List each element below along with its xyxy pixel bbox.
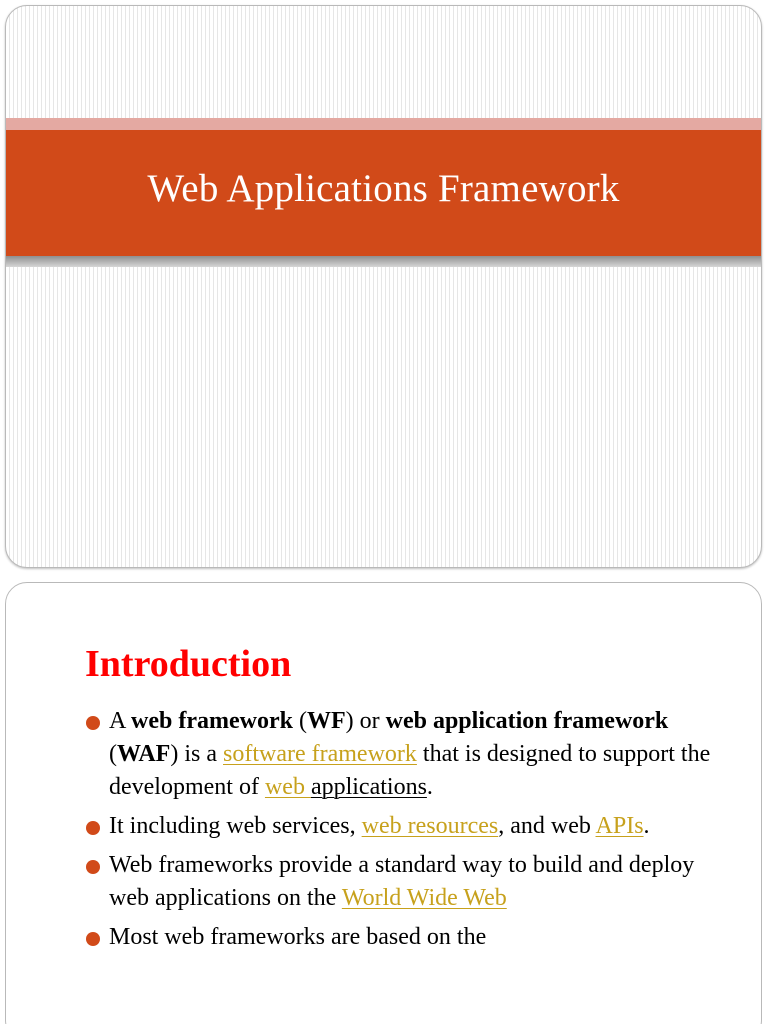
waf-abbreviation: WAF <box>117 741 171 767</box>
applications-link[interactable]: applications <box>310 774 427 800</box>
bullet-text: It including web services, <box>109 813 362 839</box>
bullet-text: , and web <box>498 813 596 839</box>
slide-title: Web Applications Framework <box>147 166 620 210</box>
bullet-list <box>85 705 725 960</box>
bullet-dot-icon <box>86 821 100 835</box>
introduction-heading: Introduction <box>85 643 292 685</box>
bullet-text: Web frameworks provide a standard way to build and deploy web applications on the <box>109 852 695 911</box>
web-application-framework-term: web application framework <box>385 708 669 734</box>
title-slide <box>5 5 762 568</box>
bullet-text: ( <box>109 741 117 767</box>
software-framework-link[interactable]: software framework <box>223 741 417 767</box>
bullet-item-web-services <box>85 810 725 843</box>
web-resources-link[interactable]: web resources <box>361 813 499 839</box>
title-band <box>6 130 761 256</box>
bullet-text: that is designed to support the development of <box>109 741 711 800</box>
bullet-item-based-on <box>85 921 725 954</box>
bullet-dot-icon <box>86 716 100 730</box>
web-framework-term: web framework <box>131 708 293 734</box>
bullet-text: Most web frameworks are based on the <box>109 924 487 950</box>
introduction-slide <box>5 582 762 1024</box>
bullet-text: A <box>109 708 132 734</box>
bullet-dot-icon <box>86 860 100 874</box>
bullet-item-standard-way <box>85 849 725 915</box>
web-link[interactable]: web <box>264 774 311 800</box>
title-bottom-shadow-strip <box>6 256 761 267</box>
bullet-text: ( <box>292 708 307 734</box>
wf-abbreviation: WF <box>306 708 346 734</box>
bullet-text: . <box>643 813 650 839</box>
apis-link[interactable]: APIs <box>595 813 644 839</box>
bullet-text: ) is a <box>170 741 223 767</box>
bullet-text: . <box>426 774 433 800</box>
bullet-text: ) or <box>345 708 386 734</box>
bullet-item-framework-definition <box>85 705 725 804</box>
world-wide-web-link[interactable]: World Wide Web <box>341 885 507 911</box>
bullet-dot-icon <box>86 932 100 946</box>
